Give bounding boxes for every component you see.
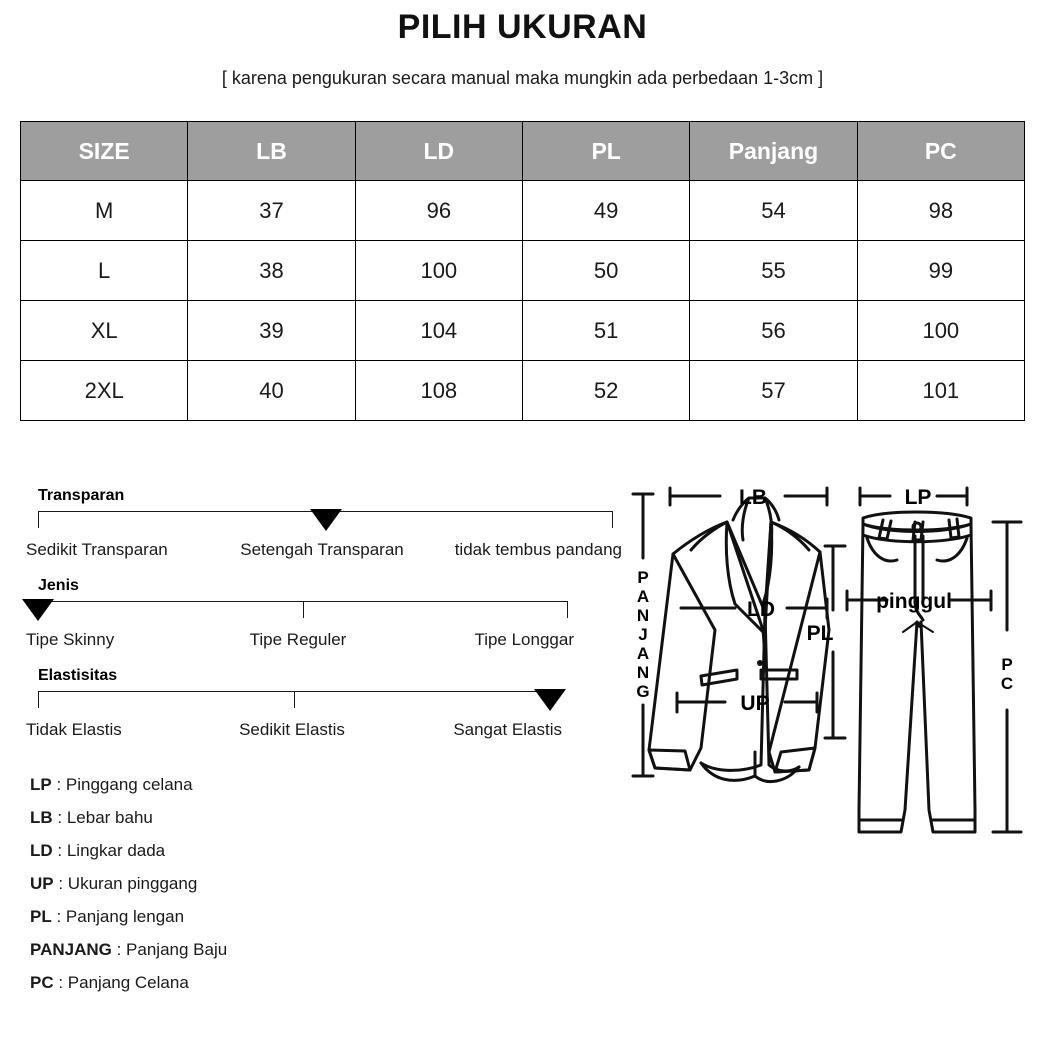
legend-code: PC — [30, 973, 54, 992]
cell-size: M — [21, 181, 188, 241]
cell-ld: 100 — [355, 241, 522, 301]
attribute-scales — [22, 487, 622, 757]
scale-track-transparan[interactable] — [38, 511, 613, 537]
legend-desc: Panjang Celana — [67, 973, 189, 992]
scale-label-low: Tipe Skinny — [26, 630, 115, 649]
scale-labels-elastisitas — [22, 720, 562, 744]
scale-label-low: Sedikit Transparan — [26, 540, 168, 559]
scale-tick-mid — [294, 691, 295, 708]
cell-ld: 96 — [355, 181, 522, 241]
column-header-pl: PL — [522, 122, 689, 181]
diagram-label-lp: pinggul — [876, 590, 952, 613]
cell-panjang: 54 — [690, 181, 857, 241]
cell-ld: 104 — [355, 301, 522, 361]
scale-marker-triangle-icon[interactable] — [310, 509, 342, 531]
list-item — [30, 867, 450, 900]
page-title: PILIH UKURAN — [397, 8, 648, 46]
table-row — [21, 181, 1025, 241]
legend-sep: : — [52, 841, 67, 860]
garment-measurement-diagram — [615, 480, 1045, 890]
legend-code: LD — [30, 841, 53, 860]
diagram-label-panjang-vertical: P A N J A N G — [636, 568, 650, 701]
cell-size: XL — [21, 301, 188, 361]
column-header-size: SIZE — [21, 122, 188, 181]
scale-elastisitas — [22, 667, 622, 757]
table-header-row — [21, 122, 1025, 181]
table-row — [21, 301, 1025, 361]
scale-title-elastisitas: Elastisitas — [38, 667, 118, 684]
list-item — [30, 966, 450, 999]
scale-title-jenis: Jenis — [38, 577, 79, 594]
legend-code: UP — [30, 874, 54, 893]
cell-pl: 49 — [522, 181, 689, 241]
cell-panjang: 56 — [690, 301, 857, 361]
measurement-legend — [30, 768, 450, 999]
scale-label-high: tidak tembus pandang — [454, 540, 622, 559]
cell-ld: 108 — [355, 361, 522, 421]
legend-sep: : — [52, 808, 67, 827]
list-item — [30, 900, 450, 933]
scale-label-high: Sangat Elastis — [453, 720, 562, 739]
legend-code: PANJANG — [30, 940, 112, 959]
legend-sep: : — [51, 907, 66, 926]
column-header-pc: PC — [857, 122, 1024, 181]
cell-panjang: 57 — [690, 361, 857, 421]
diagram-svg — [615, 480, 1045, 890]
diagram-label-lp-top: LP — [904, 486, 932, 509]
scale-track-elastisitas[interactable] — [38, 691, 550, 717]
cell-lb: 37 — [188, 181, 355, 241]
diagram-label-ld: LD — [747, 598, 775, 621]
legend-desc: Ukuran pinggang — [67, 874, 198, 893]
legend-code: PL — [30, 907, 52, 926]
cell-lb: 39 — [188, 301, 355, 361]
page-subtitle: [ karena pengukuran secara manual maka mungkin ada perbedaan 1-3cm ] — [221, 68, 824, 88]
legend-desc: Lebar bahu — [66, 808, 153, 827]
diagram-label-pl: PL — [806, 622, 834, 645]
scale-tick-left — [38, 511, 39, 528]
scale-tick-left — [38, 691, 39, 708]
legend-code: LB — [30, 808, 53, 827]
list-item — [30, 768, 450, 801]
cell-pc: 100 — [857, 301, 1024, 361]
size-chart-table — [20, 121, 1025, 421]
legend-desc: Panjang Baju — [126, 940, 228, 959]
legend-desc: Lingkar dada — [66, 841, 166, 860]
table-row — [21, 361, 1025, 421]
scale-label-high: Tipe Longgar — [474, 630, 574, 649]
scale-labels-transparan — [22, 540, 622, 564]
scale-label-mid: Setengah Transparan — [240, 540, 404, 559]
column-header-lb: LB — [188, 122, 355, 181]
scale-label-mid: Tipe Reguler — [249, 630, 347, 649]
cell-lb: 40 — [188, 361, 355, 421]
scale-marker-triangle-icon[interactable] — [22, 599, 54, 621]
table-row — [21, 241, 1025, 301]
legend-sep: : — [53, 973, 68, 992]
column-header-panjang: Panjang — [690, 122, 857, 181]
legend-sep: : — [53, 874, 68, 893]
diagram-label-up: UP — [740, 692, 770, 715]
cell-panjang: 55 — [690, 241, 857, 301]
scale-label-mid: Sedikit Elastis — [239, 720, 345, 739]
legend-desc: Panjang lengan — [65, 907, 185, 926]
cell-pc: 101 — [857, 361, 1024, 421]
cell-pl: 50 — [522, 241, 689, 301]
diagram-label-lb: LB — [739, 486, 767, 509]
list-item — [30, 834, 450, 867]
legend-desc: Pinggang celana — [65, 775, 193, 794]
cell-lb: 38 — [188, 241, 355, 301]
cell-pl: 51 — [522, 301, 689, 361]
column-header-ld: LD — [355, 122, 522, 181]
legend-sep: : — [111, 940, 127, 959]
cell-pc: 98 — [857, 181, 1024, 241]
cell-pc: 99 — [857, 241, 1024, 301]
scale-transparan — [22, 487, 622, 577]
scale-label-low: Tidak Elastis — [26, 720, 122, 739]
scale-tick-right — [612, 511, 613, 528]
list-item — [30, 933, 450, 966]
scale-jenis — [22, 577, 622, 667]
scale-track-jenis[interactable] — [38, 601, 568, 627]
diagram-label-pc-vertical: P C — [1000, 655, 1014, 693]
scale-title-transparan: Transparan — [38, 487, 125, 504]
scale-tick-mid — [303, 601, 304, 618]
legend-code: LP — [30, 775, 52, 794]
legend-sep: : — [51, 775, 66, 794]
cell-size: 2XL — [21, 361, 188, 421]
cell-size: L — [21, 241, 188, 301]
scale-tick-right — [567, 601, 568, 618]
scale-marker-triangle-icon[interactable] — [534, 689, 566, 711]
cell-pl: 52 — [522, 361, 689, 421]
scale-labels-jenis — [22, 630, 574, 654]
list-item — [30, 801, 450, 834]
